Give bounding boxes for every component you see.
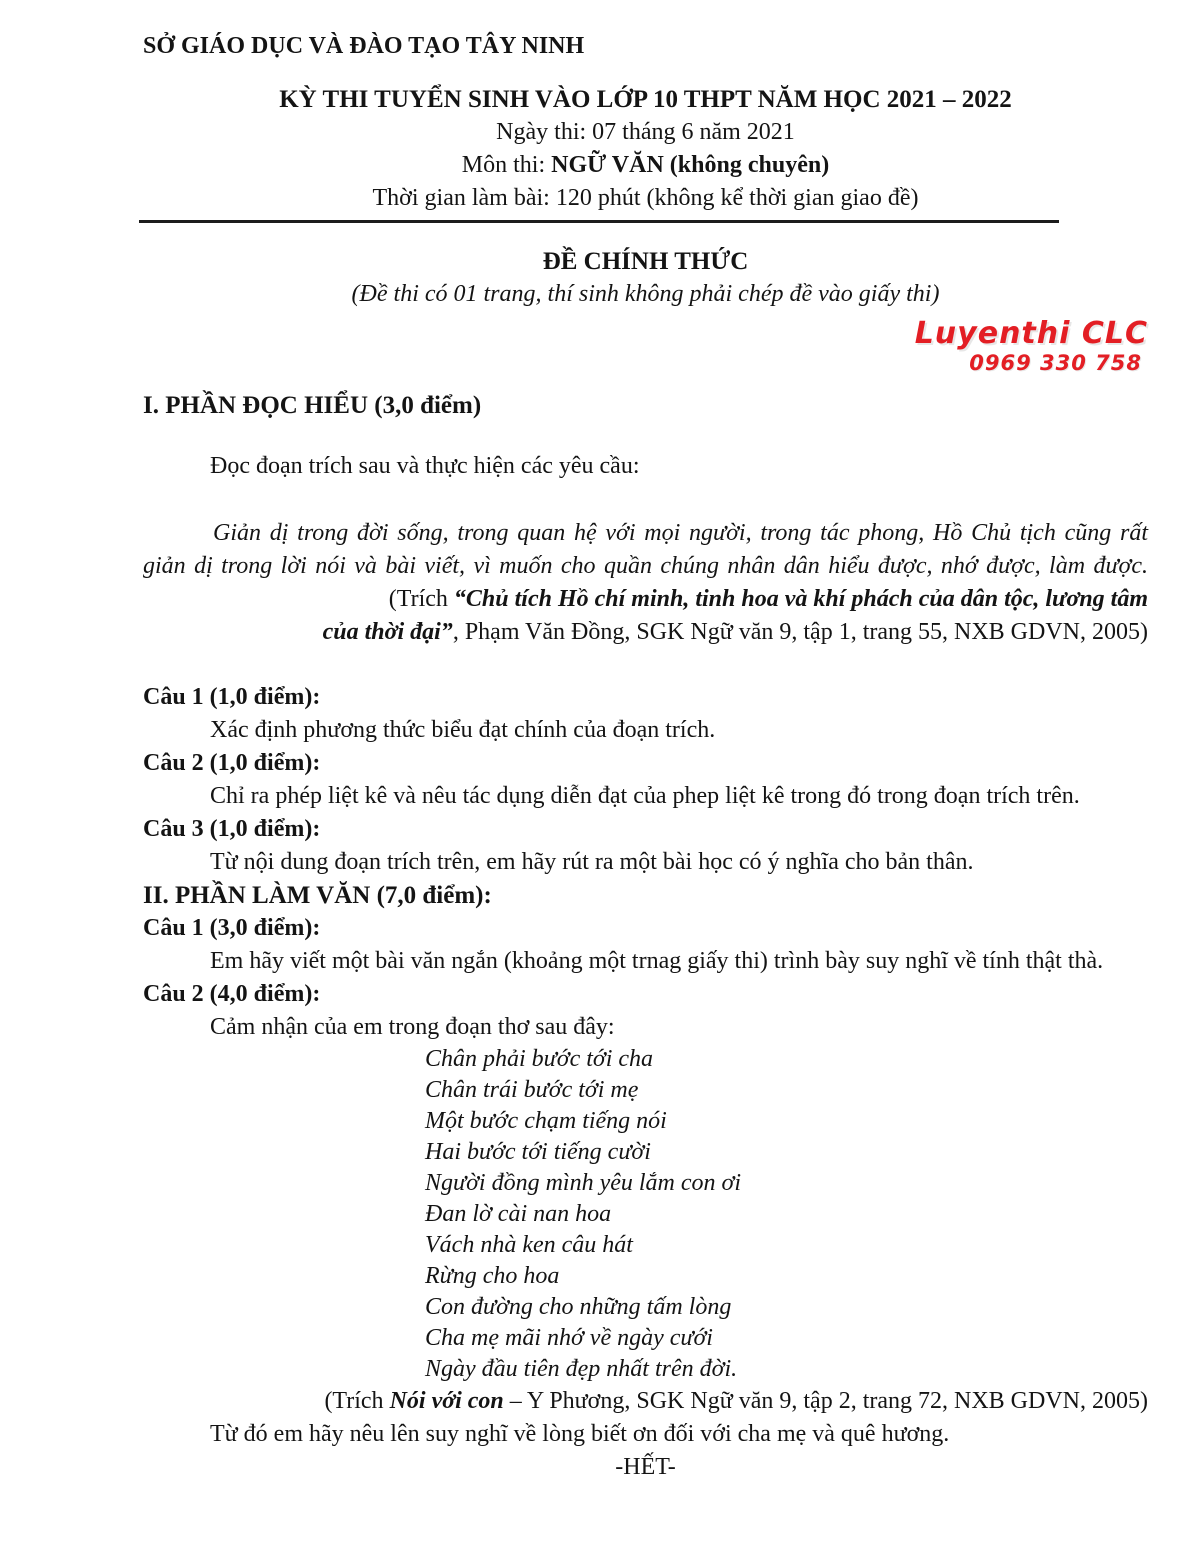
subject-line — [143, 149, 1148, 182]
poem-line: Hai bước tới tiếng cười — [425, 1139, 651, 1165]
poem-line: Vách nhà ken câu hát — [425, 1232, 633, 1258]
poem-line: Đan lờ cài nan hoa — [425, 1201, 612, 1227]
question-heading: Câu 1 (3,0 điểm): — [143, 915, 321, 941]
quote-title-continued: của thời đại” — [322, 619, 453, 645]
passage-line: Giản dị trong đời sống, trong quan hệ với mọi người, trong tác phong, Hồ Chủ tịch cũng rất — [213, 520, 1148, 546]
citation-prefix: (Trích — [388, 586, 454, 612]
closing-instruction: Từ đó em hãy nêu lên suy nghĩ về lòng biết ơn đối với cha mẹ và quê hương. — [210, 1421, 950, 1447]
header-divider — [139, 220, 1059, 223]
subject-name: NGỮ VĂN (không chuyên) — [551, 152, 830, 178]
department-name: SỞ GIÁO DỤC VÀ ĐÀO TẠO TÂY NINH — [143, 33, 585, 59]
subject-label: Môn thi: — [461, 152, 552, 178]
question-text: Từ nội dung đoạn trích trên, em hãy rút ra một bài học có ý nghĩa cho bản thân. — [210, 849, 974, 875]
end-marker: -HẾT- — [615, 1454, 676, 1480]
poem-line: Ngày đầu tiên đẹp nhất trên đời. — [425, 1356, 738, 1382]
question-heading: Câu 3 (1,0 điểm): — [143, 816, 321, 842]
brand-logo — [143, 317, 1148, 375]
brand-name: Luyenthi CLC — [914, 316, 1148, 351]
poem-line: Người đồng mình yêu lắm con ơi — [425, 1170, 742, 1196]
citation-line — [143, 616, 1148, 649]
brand-phone: 0969 330 758 — [969, 351, 1142, 375]
section-1-heading: I. PHẦN ĐỌC HIỂU (3,0 điểm) — [143, 392, 482, 419]
citation-prefix: (Trích — [324, 1388, 390, 1414]
question-heading: Câu 2 (1,0 điểm): — [143, 750, 321, 776]
poem — [425, 1044, 1148, 1385]
poem-author-info: – Y Phương, SGK Ngữ văn 9, tập 2, trang 72, NXB GDVN, 2005) — [503, 1388, 1148, 1414]
official-exam-label: ĐỀ CHÍNH THỨC — [542, 248, 749, 275]
question-text: Cảm nhận của em trong đoạn thơ sau đây: — [210, 1014, 615, 1040]
poem-line: Một bước chạm tiếng nói — [425, 1108, 667, 1134]
question-text: Chỉ ra phép liệt kê và nêu tác dụng diễn đạt của phep liệt kê trong đó trong đoạn trích trên. — [210, 783, 1080, 809]
citation-line — [143, 583, 1148, 616]
question-heading: Câu 1 (1,0 điểm): — [143, 684, 321, 710]
part2-questions — [143, 912, 1148, 1044]
quote-title: “Chủ tích Hồ chí minh, tinh hoa và khí phách của dân tộc, lương tâm — [453, 586, 1148, 612]
citation-source-2 — [143, 1385, 1148, 1418]
part1-questions — [143, 681, 1148, 879]
poem-title: Nói với con — [389, 1388, 504, 1414]
reading-passage — [143, 517, 1148, 583]
question-heading: Câu 2 (4,0 điểm): — [143, 981, 321, 1007]
exam-note: (Đề thi có 01 trang, thí sinh không phải chép đề vào giấy thi) — [351, 281, 940, 307]
poem-line: Cha mẹ mãi nhớ về ngày cưới — [425, 1325, 713, 1351]
poem-line: Con đường cho những tấm lòng — [425, 1294, 732, 1320]
question-text: Em hãy viết một bài văn ngắn (khoảng một trnag giấy thi) trình bày suy nghĩ về tính thật thà. — [210, 948, 1104, 974]
citation-line — [143, 1385, 1148, 1418]
exam-duration: Thời gian làm bài: 120 phút (không kể thời gian giao đề) — [372, 185, 919, 211]
exam-title: KỲ THI TUYỂN SINH VÀO LỚP 10 THPT NĂM HỌC 2021 – 2022 — [279, 86, 1012, 113]
passage-line: giản dị trong lời nói và bài viết, vì muốn cho quần chúng nhân dân hiểu được, nhớ được, làm được. — [143, 553, 1148, 579]
poem-line: Chân phải bước tới cha — [425, 1046, 654, 1072]
poem-line: Rừng cho hoa — [425, 1263, 560, 1289]
question-text: Xác định phương thức biểu đạt chính của đoạn trích. — [210, 717, 716, 743]
section-2-heading: II. PHẦN LÀM VĂN (7,0 điểm): — [143, 882, 492, 909]
reading-intro: Đọc đoạn trích sau và thực hiện các yêu cầu: — [210, 453, 640, 479]
quote-author-info: , Phạm Văn Đồng, SGK Ngữ văn 9, tập 1, trang 55, NXB GDVN, 2005) — [452, 619, 1148, 645]
exam-date: Ngày thi: 07 tháng 6 năm 2021 — [496, 119, 795, 145]
poem-line: Chân trái bước tới mẹ — [425, 1077, 639, 1103]
citation-source-1 — [143, 583, 1148, 649]
